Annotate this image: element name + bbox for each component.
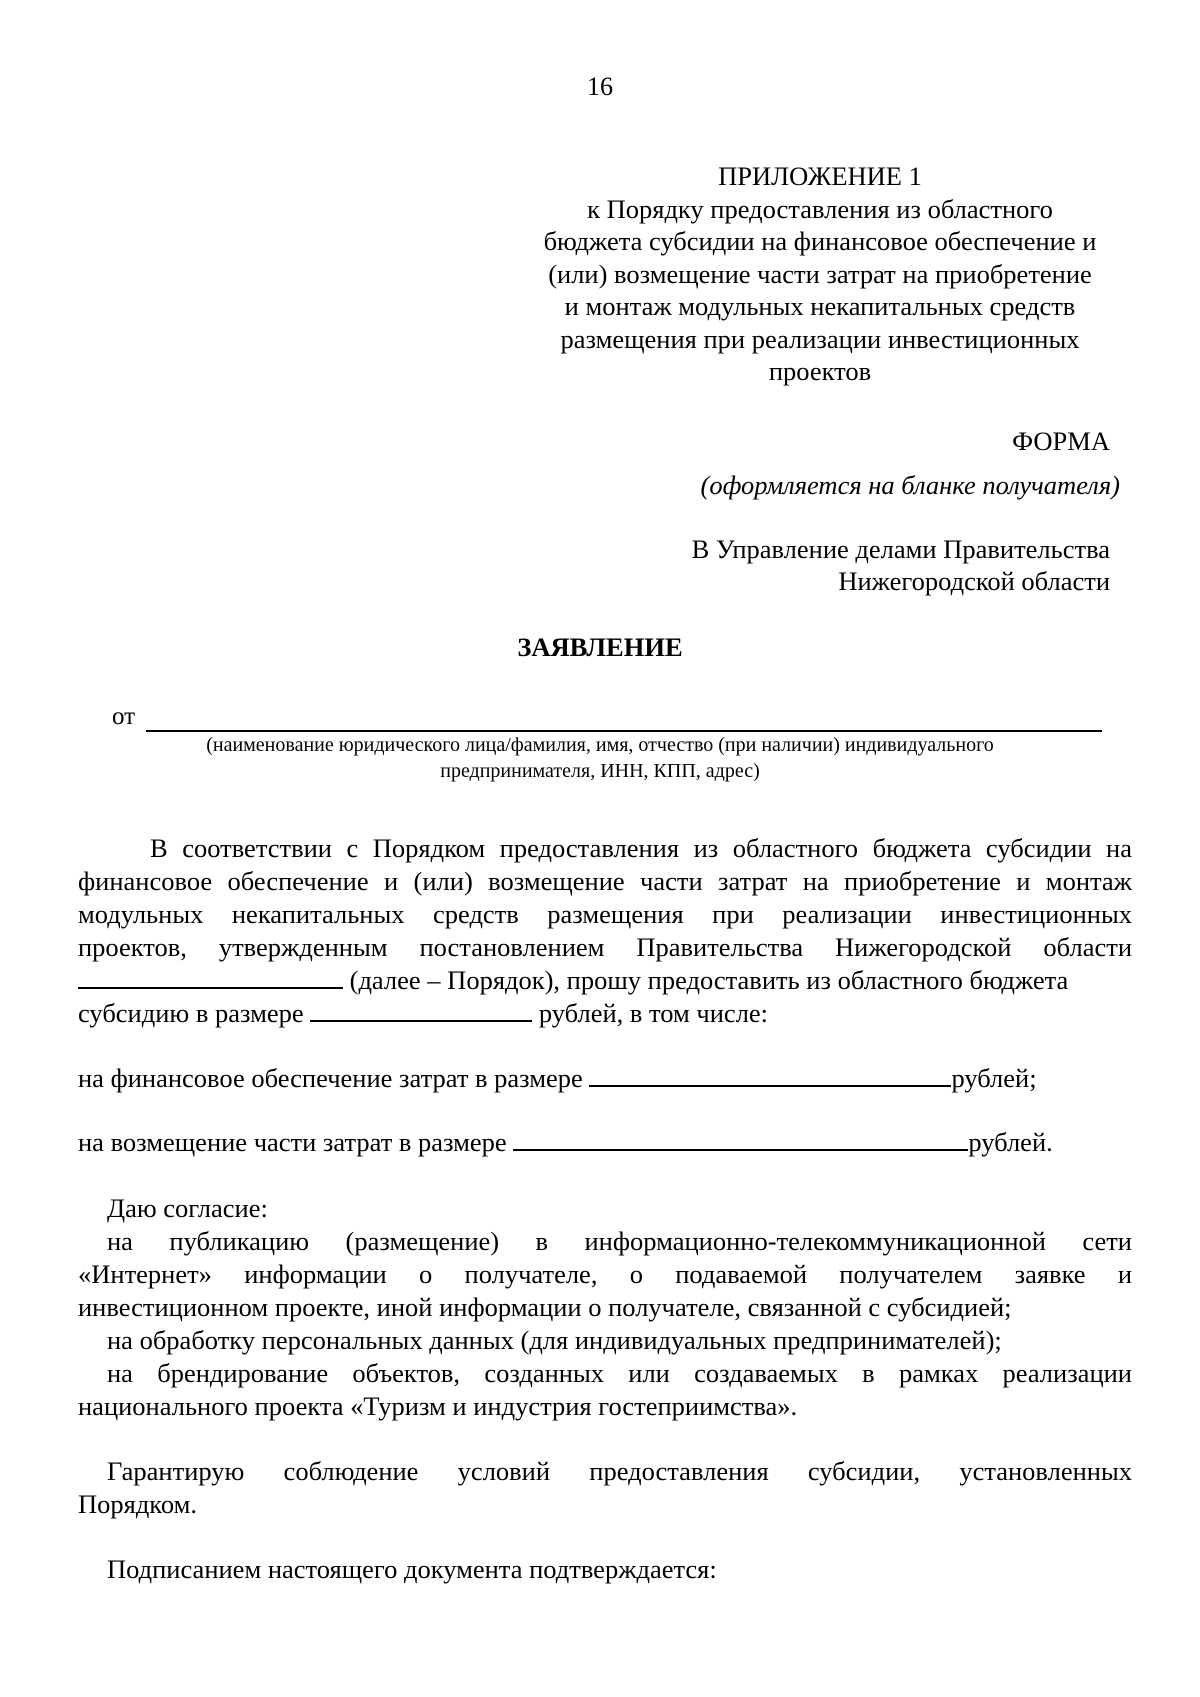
subsidy-amount-label: субсидию в размере: [78, 998, 304, 1028]
financing-line: [78, 1062, 1132, 1094]
from-label: от: [112, 703, 136, 730]
consent-line: национального проекта «Туризм и индустрия гостеприимства».: [78, 1391, 798, 1421]
appendix-line: к Порядку предоставления из областного: [587, 193, 1053, 224]
paragraph-line: проектов, утвержденным постановлением Правительства Нижегородской области: [78, 932, 1132, 962]
paragraph-line: модульных некапитальных средств размещения при реализации инвестиционных: [78, 899, 1132, 929]
from-caption: [130, 732, 1070, 784]
consent-heading: Даю согласие:: [107, 1193, 268, 1223]
financing-amount-blank: [589, 1063, 951, 1087]
addressee-line: В Управление делами Правительства: [691, 534, 1110, 564]
subsidy-amount-suffix: рублей, в том числе:: [538, 998, 769, 1028]
compensation-label: на возмещение части затрат в размере: [78, 1127, 507, 1157]
guarantee-line: Гарантирую соблюдение условий предоставления субсидии, установленных: [107, 1456, 1132, 1486]
addressee: [692, 533, 1110, 597]
from-caption-line: предпринимателя, ИНН, КПП, адрес): [440, 760, 760, 782]
compensation-amount-blank: [513, 1127, 968, 1151]
financing-suffix: рублей;: [951, 1063, 1037, 1093]
appendix-title: ПРИЛОЖЕНИЕ 1: [718, 161, 922, 191]
page-number: 16: [587, 72, 613, 101]
document-title: ЗАЯВЛЕНИЕ: [517, 632, 683, 662]
form-note: (оформляется на бланке получателя): [700, 470, 1120, 500]
consent-line: инвестиционном проекте, иной информации о получателе, связанной с субсидией;: [78, 1292, 1012, 1322]
from-field: [112, 700, 1102, 734]
appendix-line: и монтаж модульных некапитальных средств: [564, 291, 1076, 321]
appendix-line: бюджета субсидии на финансовое обеспечение и: [543, 226, 1097, 256]
compensation-suffix: рублей.: [968, 1127, 1053, 1157]
appendix-line: проектов: [768, 356, 872, 386]
form-label: ФОРМА: [1012, 426, 1110, 456]
paragraph-line: [78, 964, 1132, 996]
paragraph-line: В соответствии с Порядком предоставления из областного бюджета субсидии на: [150, 833, 1132, 863]
from-caption-line: (наименование юридического лица/фамилия, имя, отчество (при наличии) индивидуального: [206, 734, 994, 756]
consent-line: «Интернет» информации о получателе, о подаваемой получателем заявке и: [78, 1259, 1132, 1289]
compensation-line: [78, 1126, 1132, 1158]
appendix-line: размещения при реализации инвестиционных: [560, 323, 1080, 354]
consent-line: на публикацию (размещение) в информационно-телекоммуникационной сети: [107, 1226, 1132, 1256]
appendix-line: (или) возмещение части затрат на приобретение: [548, 258, 1092, 289]
paragraph-line: [78, 997, 1132, 1029]
consent-line: на брендирование объектов, созданных или создаваемых в рамках реализации: [107, 1358, 1132, 1388]
consent-line: на обработку персональных данных (для индивидуальных предпринимателей);: [107, 1325, 1002, 1355]
financing-label: на финансовое обеспечение затрат в размере: [78, 1063, 583, 1093]
paragraph-text: (далее – Порядок), прошу предоставить из областного бюджета: [349, 965, 1069, 995]
paragraph-line: финансовое обеспечение и (или) возмещение части затрат на приобретение и монтаж: [78, 866, 1132, 896]
addressee-line: Нижегородской области: [838, 566, 1110, 596]
subsidy-amount-blank: [310, 998, 532, 1022]
appendix-header: [520, 160, 1120, 388]
signing-line: Подписанием настоящего документа подтверждается:: [107, 1554, 717, 1584]
resolution-blank-line: [78, 965, 343, 989]
guarantee-line: Порядком.: [78, 1489, 197, 1519]
